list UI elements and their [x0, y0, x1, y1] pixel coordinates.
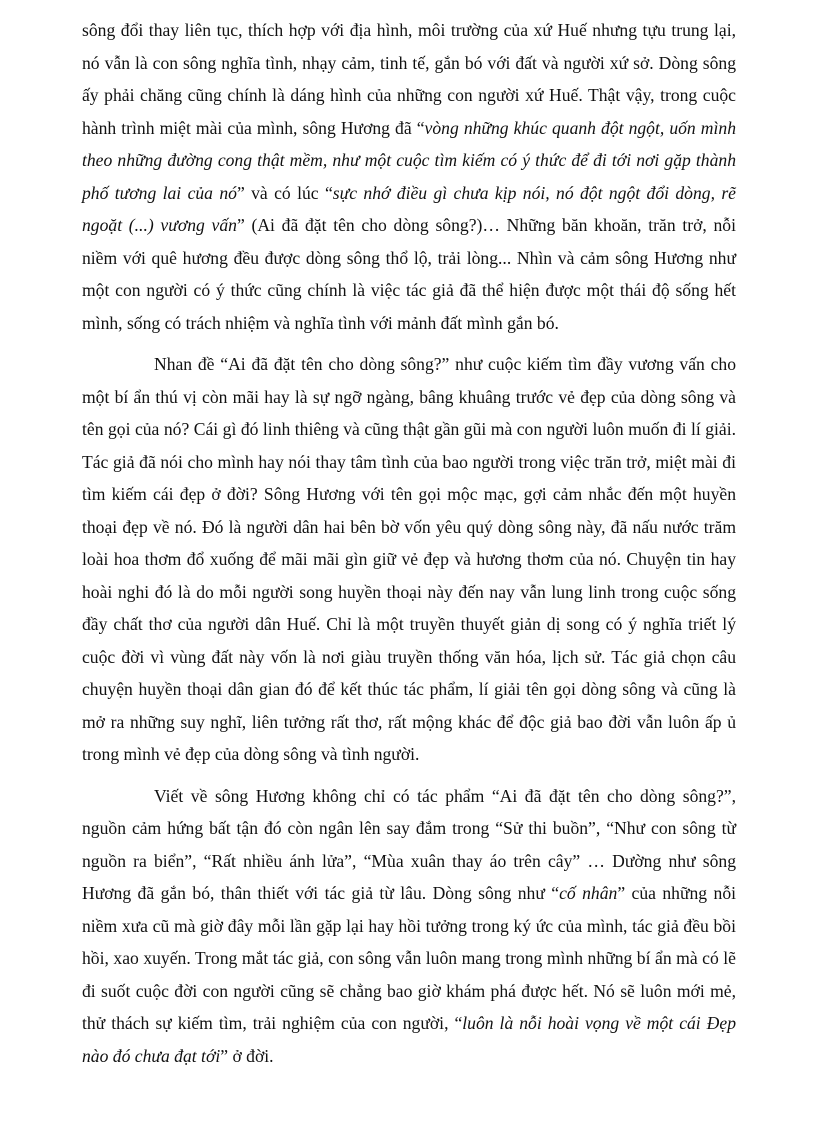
paragraph-3	[82, 780, 736, 1073]
quoted-italic-text: sực nhớ điều gì chưa kịp nói, nó đột ngột đổi dòng, rẽ ngoặt (...) vương vấn	[82, 182, 736, 235]
text-run: ” ở đời.	[220, 1045, 274, 1066]
document-page	[82, 14, 736, 1072]
quoted-italic-text: vòng những khúc quanh đột ngột, uốn mình theo những đường cong thật mềm, như một cuộc tìm kiếm có ý thức để đi tới nơi gặp thành phố tương lai của nó	[82, 117, 736, 203]
quoted-italic-text: cố nhân	[559, 883, 618, 903]
text-run: ” và có lúc “	[236, 182, 333, 203]
text-run: ” của những nỗi niềm xưa cũ mà giờ đây mỗi lần gặp lại hay hồi tưởng trong ký ức của mình, tác giả đều bồi hồi, xao xuyến. Trong mắt tác giả, con sông vẫn luôn mang trong mình những bí ẩn mà có lẽ đi suốt cuộc đời con người cũng sẽ chẳng bao giờ khám phá được hết. Nó sẽ luôn mới mẻ, thử thách sự kiếm tìm, trải nghiệm của con người, “	[82, 883, 737, 1033]
text-run: Nhan đề “Ai đã đặt tên cho dòng sông?” như cuộc kiếm tìm đầy vương vấn cho một bí ẩn thú vị còn mãi hay là sự ngỡ ngàng, bâng khuâng trước vẻ đẹp của dòng sông và tên gọi của nó? Cái gì đó linh thiêng và cũng thật gần gũi mà con người luôn muốn đi lí giải. Tác giả đã nói cho mình hay nói thay tâm tình của bao người trong việc trăn trở, miệt mài đi tìm kiếm cái đẹp ở đời? Sông Hương với tên gọi mộc mạc, gợi cảm nhắc đến một huyền thoại đẹp về nó. Đó là người dân hai bên bờ vốn yêu quý dòng sông này, đã nấu nước trăm loài hoa thơm đổ xuống để mãi mãi gìn giữ vẻ đẹp và hương thơm của nó. Chuyện tin hay hoài nghi đó là do mỗi người song huyền thoại này đến nay vẫn lung linh trong cuộc sống đầy chất thơ của người dân Huế. Chỉ là một truyền thuyết giản dị song có ý nghĩa triết lý cuộc đời vì vùng đất này vốn là nơi giàu truyền thống văn hóa, lịch sử. Tác giả chọn câu chuyện huyền thoại dân gian đó để kết thúc tác phẩm, lí giải tên gọi dòng sông và cũng là mở ra những suy nghĩ, liên tưởng rất thơ, rất mộng khác để độc giả bao đời vẫn luôn ấp ủ trong mình vẻ đẹp của dòng sông và tình người.	[82, 354, 736, 764]
quoted-italic-text: luôn là nỗi hoài vọng về một cái Đẹp nào đó chưa đạt tới	[82, 1013, 736, 1066]
paragraph-2	[82, 348, 736, 771]
text-run: Viết về sông Hương không chỉ có tác phẩm “Ai đã đặt tên cho dòng sông?”, nguồn cảm hứng bất tận đó còn ngân lên say đắm trong “Sử thi buồn”, “Như con sông từ nguồn ra biển”, “Rất nhiều ánh lửa”, “Mùa xuân thay áo trên cây” … Dường như sông Hương đã gắn bó, thân thiết với tác giả từ lâu. Dòng sông như “	[82, 785, 736, 903]
text-run: ” (Ai đã đặt tên cho dòng sông?)… Những băn khoăn, trăn trở, nỗi niềm với quê hương đều được dòng sông thổ lộ, trải lòng... Nhìn và cảm sông Hương như một con người có ý thức cũng chính là việc tác giả đã thể hiện được một thái độ sống hết mình, sống có trách nhiệm và nghĩa tình với mảnh đất mình gắn bó.	[82, 215, 736, 333]
paragraph-1	[82, 14, 736, 339]
text-run: sông đổi thay liên tục, thích hợp với địa hình, môi trường của xứ Huế nhưng tựu trung lại, nó vẫn là con sông nghĩa tình, nhạy cảm, tinh tế, gắn bó với đất và người xứ sở. Dòng sông ấy phải chăng cũng chính là dáng hình của những con người xứ Huế. Thật vậy, trong cuộc hành trình miệt mài của mình, sông Hương đã “	[82, 20, 736, 138]
